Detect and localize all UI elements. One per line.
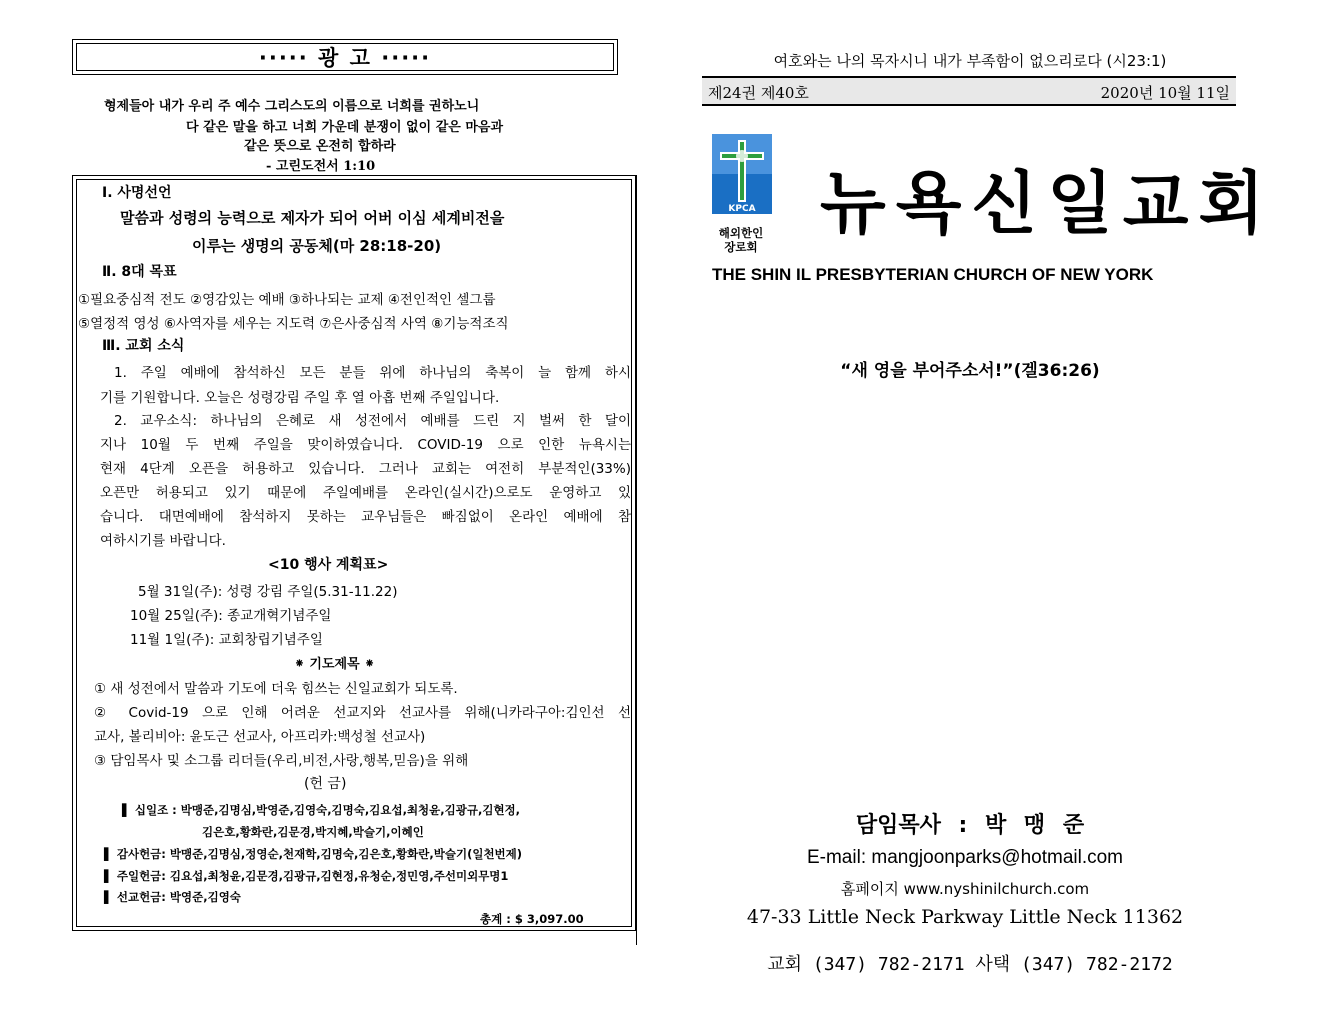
logo-text: KPCA bbox=[728, 204, 756, 214]
church-logo bbox=[712, 134, 772, 214]
church-name-english: THE SHIN IL PRESBYTERIAN CHURCH OF NEW YORK bbox=[712, 265, 1154, 284]
goals-line-2: ⑤열정적 영성 ⑥사역자를 세우는 지도력 ⑦은사중심적 사역 ⑧기능적조직 bbox=[78, 316, 509, 332]
logo-caption bbox=[705, 226, 777, 254]
schedule-heading: <10 행사 계획표> bbox=[268, 557, 389, 573]
schedule-item: 11월 1일(주): 교회창립기념주일 bbox=[130, 632, 323, 648]
issue-header bbox=[702, 76, 1236, 106]
offering-line: 김은호,황화란,김문경,박지혜,박슬기,이혜인 bbox=[202, 825, 424, 839]
news-heading: Ⅲ. 교회 소식 bbox=[102, 338, 185, 354]
prayer-line: ③ 담임목사 및 소그룹 리더들(우리,비전,사랑,행복,믿음)을 위해 bbox=[94, 753, 469, 769]
offering-line: ▌ 십일조 : 박맹준,김명심,박영준,김영숙,김명숙,김요섭,최청윤,김광규,김현정, bbox=[122, 803, 521, 817]
mission-line-2: 이루는 생명의 공동체(마 28:18-20) bbox=[192, 237, 442, 255]
offering-heading: (헌 금) bbox=[304, 776, 347, 792]
pastor-name: 담임목사 : 박 맹 준 bbox=[855, 813, 1085, 838]
issue-volume: 제24권 제40호 bbox=[708, 84, 809, 102]
verse-line-3: 같은 뜻으로 온전히 합하라 bbox=[244, 139, 396, 154]
news-line-3: 2. 교우소식: 하나님의 은혜로 새 성전에서 예배를 드린 지 벌써 한 달이 bbox=[114, 413, 631, 429]
offering-line: ▌ 주일헌금: 김요섭,최청윤,김문경,김광규,김현정,유청순,정민영,주선미외무명1 bbox=[104, 869, 509, 883]
logo-caption-2: 장로회 bbox=[724, 240, 758, 254]
goals-line-1: ①필요중심적 전도 ②영감있는 예배 ③하나되는 교제 ④전인적인 셀그룹 bbox=[78, 292, 496, 308]
news-line-4: 지나 10월 두 번째 주일을 맞이하였습니다. COVID-19 으로 인한 뉴욕시는 bbox=[100, 437, 631, 453]
cross-icon bbox=[712, 134, 772, 214]
offering-total: 총계 : $ 3,097.00 bbox=[480, 912, 584, 926]
news-line-8: 여하시기를 바랍니다. bbox=[100, 533, 226, 549]
offering-line: ▌ 선교헌금: 박영준,김영숙 bbox=[104, 890, 241, 904]
goals-heading: Ⅱ. 8대 목표 bbox=[102, 264, 177, 280]
news-line-1: 1. 주일 예배에 참석하신 모든 분들 위에 하나님의 축복이 늘 함께 하시 bbox=[114, 365, 631, 381]
prayer-line: ① 새 성전에서 말씀과 기도에 더욱 힘쓰는 신일교회가 되도록. bbox=[94, 681, 458, 697]
homepage-url: 홈페이지 www.nyshinilchurch.com bbox=[840, 880, 1090, 898]
prayer-line: 교사, 볼리비아: 윤도근 선교사, 아프리카:백성철 선교사) bbox=[94, 729, 426, 745]
mission-line-1: 말씀과 성령의 능력으로 제자가 되어 어버 이심 세계비전을 bbox=[120, 209, 505, 227]
mission-heading: Ⅰ. 사명선언 bbox=[102, 185, 172, 201]
sermon-theme: “새 영을 부어주소서!”(겔36:26) bbox=[840, 361, 1100, 381]
page-divider bbox=[636, 175, 637, 945]
top-verse: 여호와는 나의 목자시니 내가 부족함이 없으리로다 (시23:1) bbox=[773, 52, 1167, 70]
verse-line-2: 다 같은 말을 하고 너희 가운데 분쟁이 없이 같은 마음과 bbox=[186, 120, 504, 135]
news-line-5: 현재 4단계 오픈을 허용하고 있습니다. 그러나 교회는 여전히 부분적인(33%) bbox=[100, 461, 631, 477]
email-address: E-mail: mangjoonparks@hotmail.com bbox=[806, 847, 1123, 868]
news-line-2: 기를 기원합니다. 오늘은 성령강림 주일 후 열 아홉 번째 주일입니다. bbox=[100, 390, 500, 406]
prayer-heading: ⁕ 기도제목 ⁕ bbox=[294, 657, 376, 672]
news-line-6: 오픈만 허용되고 있기 때문에 주일예배를 온라인(실시간)으로도 운영하고 있 bbox=[100, 485, 631, 501]
ad-title-box bbox=[72, 39, 618, 75]
schedule-item: 5월 31일(주): 성령 강림 주일(5.31-11.22) bbox=[138, 584, 398, 600]
church-address: 47-33 Little Neck Parkway Little Neck 11362 bbox=[746, 906, 1184, 928]
verse-line-1: 형제들아 내가 우리 주 예수 그리스도의 이름으로 너희를 권하노니 bbox=[104, 99, 480, 114]
issue-date: 2020년 10월 11일 bbox=[1100, 84, 1230, 102]
phone-numbers: 교회 (347) 782-2171 사택 (347) 782-2172 bbox=[767, 954, 1173, 975]
schedule-item: 10월 25일(주): 종교개혁기념주일 bbox=[130, 608, 332, 624]
ad-title: ····· 광 고 ····· bbox=[258, 46, 432, 70]
offering-line: ▌ 감사헌금: 박맹준,김명심,정영순,천재학,김명숙,김은호,황화란,박슬기(일천번제) bbox=[104, 847, 523, 861]
news-line-7: 습니다. 대면예배에 참석하지 못하는 교우님들은 빠짐없이 온라인 예배에 참 bbox=[100, 509, 631, 525]
church-name-korean: 뉴욕신일교회 bbox=[820, 164, 1275, 244]
prayer-line: ② Covid-19 으로 인해 어려운 선교지와 선교사를 위해(니카라구아:김인선 선 bbox=[94, 705, 631, 721]
verse-ref: - 고린도전서 1:10 bbox=[266, 159, 376, 174]
logo-caption-1: 해외한인 bbox=[718, 226, 764, 240]
